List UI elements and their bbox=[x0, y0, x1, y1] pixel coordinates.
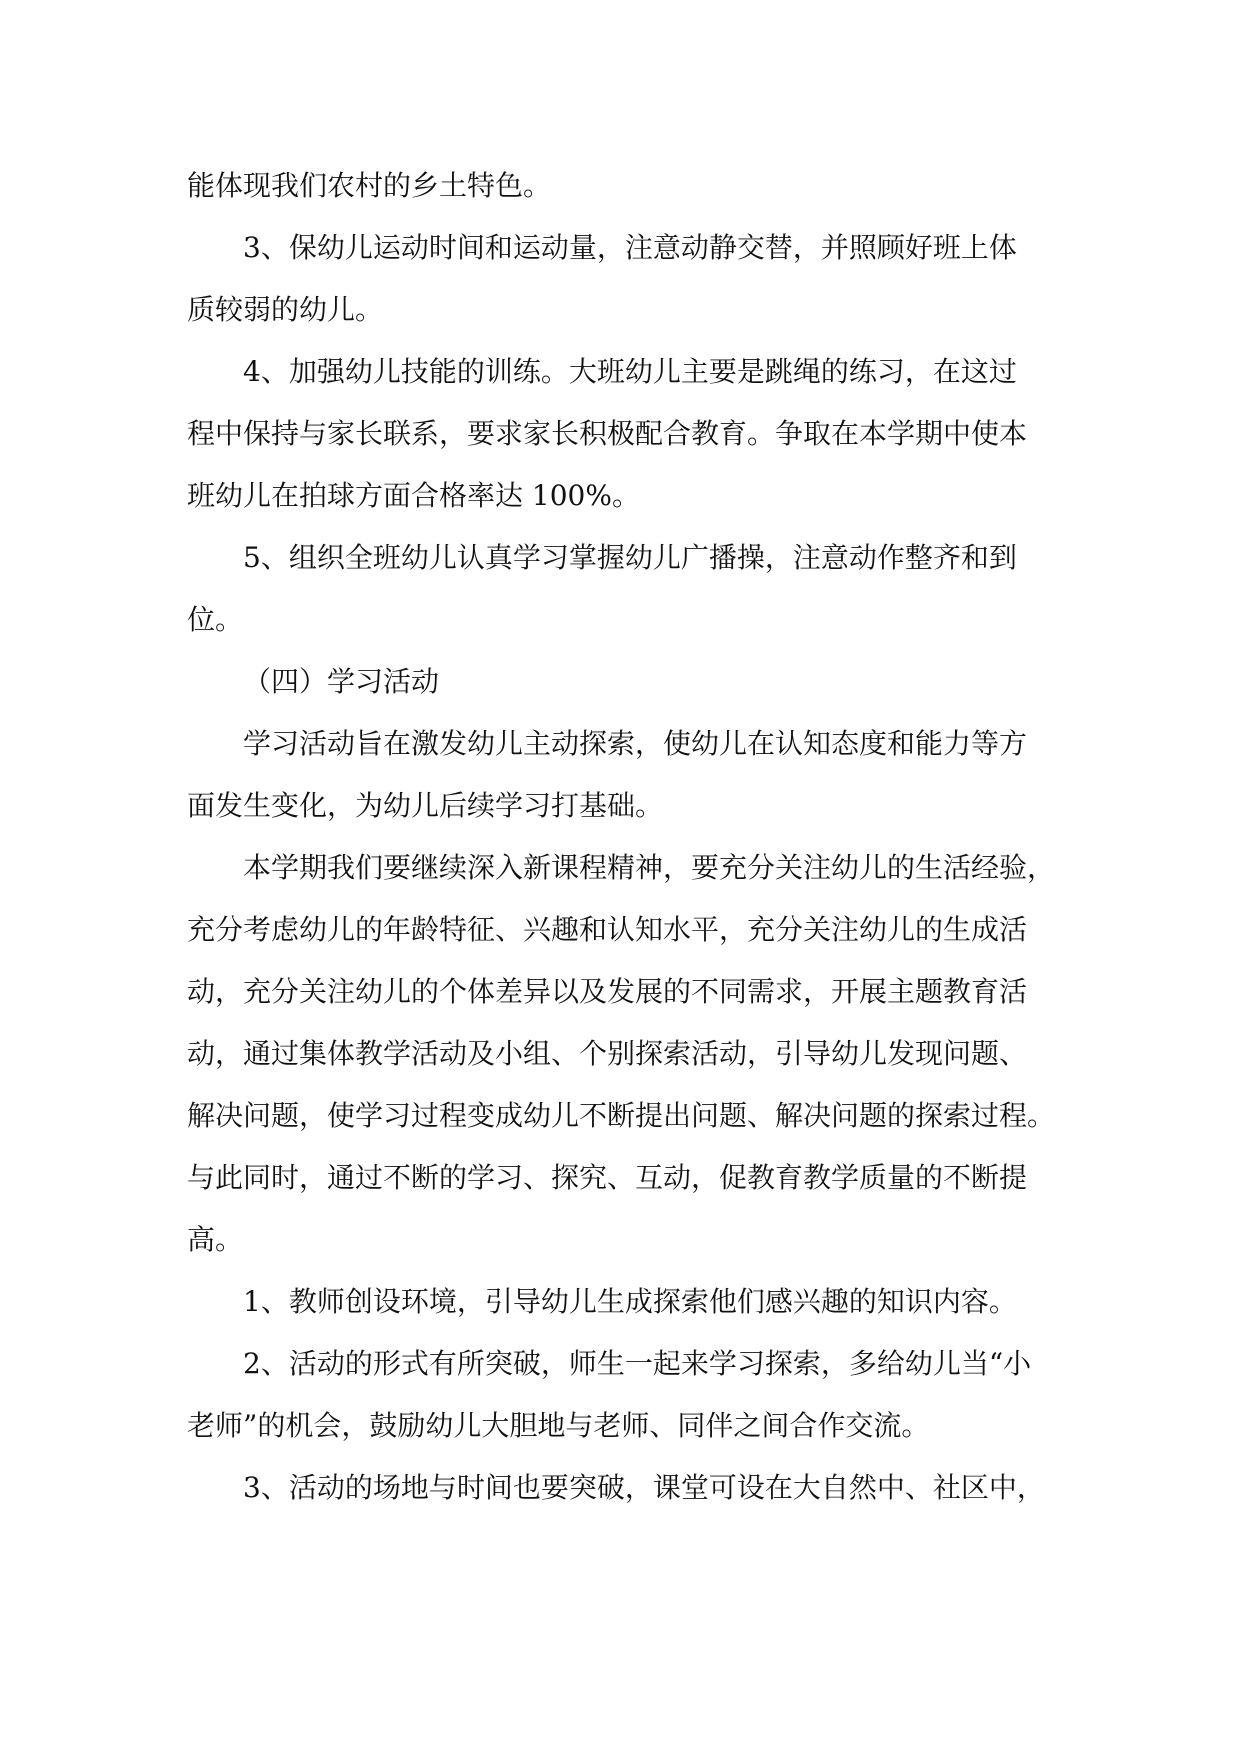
text-line: 高。 bbox=[187, 1223, 244, 1256]
text-line: 2、活动的形式有所突破，师生一起来学习探索，多给幼儿当“小 bbox=[243, 1347, 1032, 1380]
section-heading: （四）学习活动 bbox=[243, 665, 440, 698]
text-line: 1、教师创设环境，引导幼儿生成探索他们感兴趣的知识内容。 bbox=[243, 1285, 1017, 1318]
text-line: 充分考虑幼儿的年龄特征、兴趣和认知水平，充分关注幼儿的生成活 bbox=[187, 913, 1028, 946]
text-line: 面发生变化，为幼儿后续学习打基础。 bbox=[187, 789, 664, 822]
document-body bbox=[187, 155, 1057, 1519]
text-line: 能体现我们农村的乡土特色。 bbox=[187, 169, 552, 202]
text-line: 4、加强幼儿技能的训练。大班幼儿主要是跳绳的练习，在这过 bbox=[243, 355, 1017, 388]
text-line: 5、组织全班幼儿认真学习掌握幼儿广播操，注意动作整齐和到 bbox=[243, 541, 1017, 574]
text-line: 3、活动的场地与时间也要突破，课堂可设在大自然中、社区中， bbox=[243, 1471, 1045, 1504]
text-line: 学习活动旨在激发幼儿主动探索，使幼儿在认知态度和能力等方 bbox=[243, 727, 1028, 760]
text-line: 与此同时，通过不断的学习、探究、互动，促教育教学质量的不断提 bbox=[187, 1161, 1028, 1194]
text-line: 动，充分关注幼儿的个体差异以及发展的不同需求，开展主题教育活 bbox=[187, 975, 1028, 1008]
text-line: 班幼儿在拍球方面合格率达 100%。 bbox=[187, 479, 640, 512]
text-line: 解决问题，使学习过程变成幼儿不断提出问题、解决问题的探索过程。 bbox=[187, 1099, 1056, 1132]
text-line: 动，通过集体教学活动及小组、个别探索活动，引导幼儿发现问题、 bbox=[187, 1037, 1028, 1070]
text-line: 位。 bbox=[187, 603, 244, 636]
text-line: 本学期我们要继续深入新课程精神，要充分关注幼儿的生活经验， bbox=[243, 851, 1056, 884]
text-line: 质较弱的幼儿。 bbox=[187, 293, 384, 326]
text-line: 程中保持与家长联系，要求家长积极配合教育。争取在本学期中使本 bbox=[187, 417, 1028, 450]
text-line: 3、保幼儿运动时间和运动量，注意动静交替，并照顾好班上体 bbox=[243, 231, 1017, 264]
text-line: 老师”的机会，鼓励幼儿大胆地与老师、同伴之间合作交流。 bbox=[187, 1409, 930, 1442]
